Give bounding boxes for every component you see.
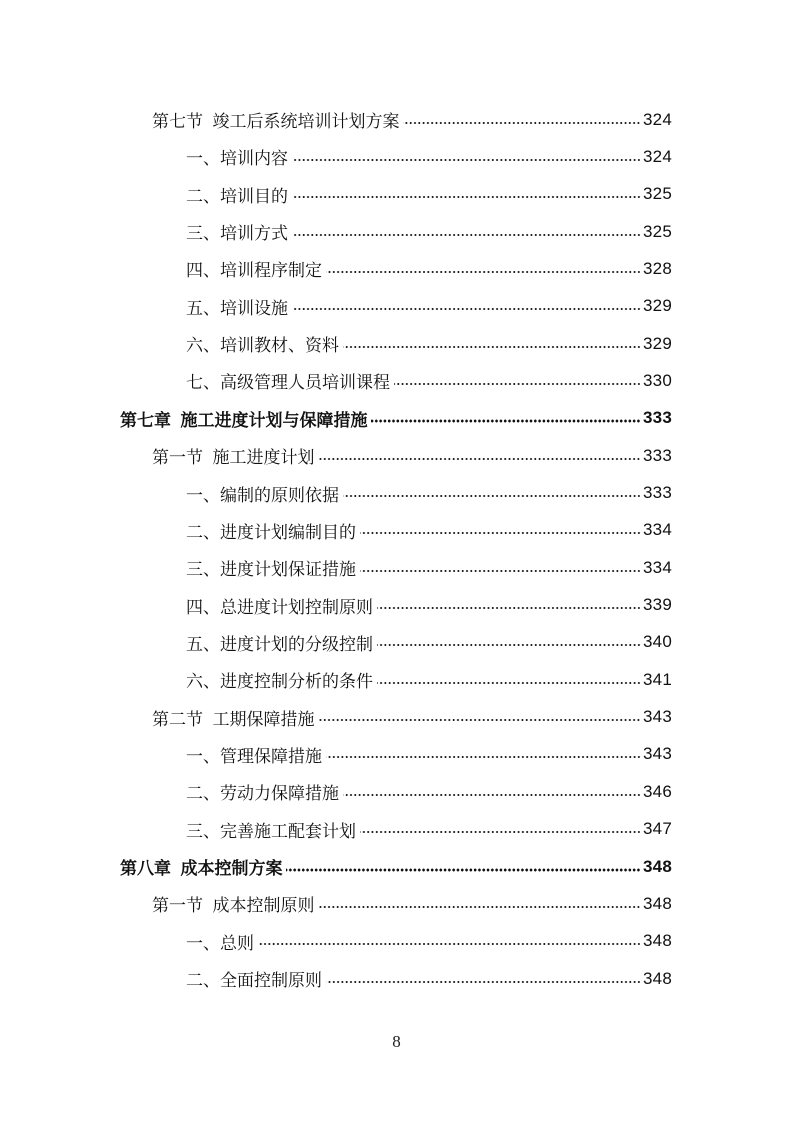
dot-leader	[292, 307, 641, 311]
dot-leader	[292, 195, 641, 199]
toc-entry-page: 334	[643, 557, 672, 577]
toc-section-entry[interactable]	[152, 101, 672, 138]
dot-leader	[377, 681, 641, 685]
toc-entry-page: 330	[643, 370, 672, 390]
toc-item-entry[interactable]	[186, 960, 672, 997]
toc-entry-page: 340	[643, 632, 672, 652]
toc-entry-title: 三、完善施工配套计划	[186, 821, 356, 841]
toc-entry-page: 348	[643, 968, 672, 988]
toc-entry-page: 329	[643, 296, 672, 316]
toc-item-entry[interactable]	[186, 362, 672, 399]
toc-entry-page: 324	[643, 146, 672, 166]
toc-entry-title: 第七章 施工进度计划与保障措施	[120, 410, 368, 430]
toc-entry-title: 五、培训设施	[186, 298, 288, 318]
toc-chapter-entry[interactable]	[120, 400, 672, 437]
dot-leader	[360, 830, 641, 834]
toc-item-entry[interactable]	[186, 138, 672, 175]
toc-entry-title: 七、高级管理人员培训课程	[186, 373, 390, 393]
toc-entry-page: 328	[643, 258, 672, 278]
toc-entry-page: 333	[643, 445, 672, 465]
dot-leader	[292, 158, 641, 162]
dot-leader	[360, 569, 641, 573]
toc-entry-title: 二、培训目的	[186, 186, 288, 206]
toc-item-entry[interactable]	[186, 624, 672, 661]
dot-leader	[343, 793, 641, 797]
toc-entry-page: 347	[643, 819, 672, 839]
toc-item-entry[interactable]	[186, 811, 672, 848]
toc-entry-page: 325	[643, 184, 672, 204]
toc-entry-title: 第一节 成本控制原则	[152, 896, 315, 916]
dot-leader	[318, 718, 641, 722]
toc-section-entry[interactable]	[152, 885, 672, 922]
toc-entry-title: 三、进度计划保证措施	[186, 560, 356, 580]
toc-entry-page: 348	[643, 893, 672, 913]
toc-entry-page: 348	[643, 856, 672, 876]
dot-leader	[394, 382, 641, 386]
toc-item-entry[interactable]	[186, 773, 672, 810]
toc-item-entry[interactable]	[186, 288, 672, 325]
toc-entry-page: 341	[643, 669, 672, 689]
toc-entry-title: 一、培训内容	[186, 149, 288, 169]
toc-entry-page: 325	[643, 221, 672, 241]
page-number: 8	[392, 1032, 401, 1051]
toc-chapter-entry[interactable]	[120, 848, 672, 885]
toc-item-entry[interactable]	[186, 661, 672, 698]
toc-item-entry[interactable]	[186, 587, 672, 624]
toc-entry-page: 343	[643, 707, 672, 727]
dot-leader	[377, 643, 641, 647]
toc-entry-title: 一、编制的原则依据	[186, 485, 339, 505]
toc-entry-title: 四、培训程序制定	[186, 261, 322, 281]
toc-entry-page: 346	[643, 781, 672, 801]
toc-entry-title: 四、总进度计划控制原则	[186, 597, 373, 617]
dot-leader	[371, 419, 641, 423]
toc-entry-title: 六、培训教材、资料	[186, 336, 339, 356]
toc-section-entry[interactable]	[152, 437, 672, 474]
toc-entry-title: 第二节 工期保障措施	[152, 709, 315, 729]
toc-entry-title: 三、培训方式	[186, 224, 288, 244]
toc-entry-page: 339	[643, 595, 672, 615]
toc-item-entry[interactable]	[186, 325, 672, 362]
toc-entry-title: 六、进度控制分析的条件	[186, 672, 373, 692]
dot-leader	[286, 868, 641, 872]
toc-entry-title: 第八章 成本控制方案	[120, 859, 283, 878]
toc-entry-title: 一、总则	[186, 933, 254, 953]
toc-entry-title: 一、管理保障措施	[186, 746, 322, 766]
toc-entry-page: 348	[643, 931, 672, 951]
dot-leader	[377, 606, 641, 610]
dot-leader	[292, 233, 641, 237]
toc-item-entry[interactable]	[186, 736, 672, 773]
toc-item-entry[interactable]	[186, 512, 672, 549]
toc-entry-page: 324	[643, 109, 672, 129]
dot-leader	[318, 905, 641, 909]
dot-leader	[318, 457, 641, 461]
toc-item-entry[interactable]	[186, 923, 672, 960]
dot-leader	[326, 755, 641, 759]
toc-entry-title: 第七节 竣工后系统培训计划方案	[152, 112, 400, 131]
toc-entry-page: 334	[643, 520, 672, 540]
toc-section-entry[interactable]	[152, 699, 672, 736]
toc-entry-title: 第一节 施工进度计划	[152, 448, 315, 468]
toc-entry-title: 二、劳动力保障措施	[186, 784, 339, 804]
dot-leader	[326, 980, 641, 984]
toc-entry-page: 343	[643, 744, 672, 764]
toc-entry-title: 二、进度计划编制目的	[186, 522, 356, 542]
dot-leader	[343, 494, 641, 498]
dot-leader	[343, 345, 641, 349]
dot-leader	[360, 531, 641, 535]
toc-item-entry[interactable]	[186, 250, 672, 287]
toc-entry-title: 五、进度计划的分级控制	[186, 634, 373, 654]
toc-item-entry[interactable]	[186, 213, 672, 250]
toc-entry-page: 333	[643, 483, 672, 502]
toc-entry-page: 333	[643, 408, 672, 428]
dot-leader	[258, 942, 641, 946]
toc-entry-title: 二、全面控制原则	[186, 971, 322, 991]
dot-leader	[403, 121, 641, 125]
toc-item-entry[interactable]	[186, 475, 672, 512]
dot-leader	[326, 270, 641, 274]
toc-item-entry[interactable]	[186, 176, 672, 213]
toc-entry-page: 329	[643, 333, 672, 353]
toc-item-entry[interactable]	[186, 549, 672, 586]
